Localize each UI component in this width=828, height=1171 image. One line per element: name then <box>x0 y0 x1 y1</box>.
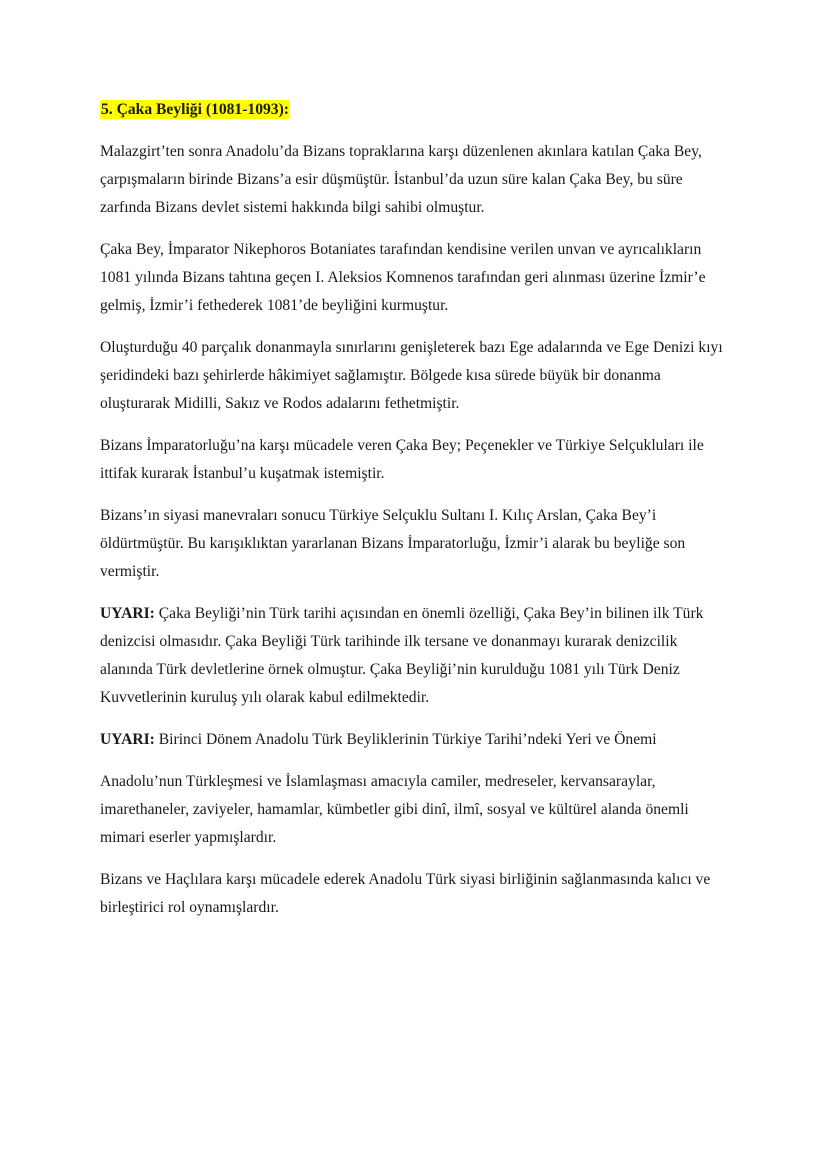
warning-label: UYARI: <box>100 731 155 748</box>
paragraph-alliance: Bizans İmparatorluğu’na karşı mücadele veren Çaka Bey; Peçenekler ve Türkiye Selçukluları ile ittifak kurarak İstanbul’u kuşatmak istemiştir. <box>100 437 704 482</box>
warning-importance <box>100 726 728 754</box>
warning-navy <box>100 600 728 712</box>
warning-text: Birinci Dönem Anadolu Türk Beyliklerinin Türkiye Tarihi’ndeki Yeri ve Önemi <box>158 731 657 748</box>
heading-highlight: 5. Çaka Beyliği (1081-1093): <box>101 101 289 118</box>
section-heading <box>100 96 728 124</box>
warning-text: Çaka Beyliği’nin Türk tarihi açısından en önemli özelliği, Çaka Bey’in bilinen ilk Türk denizcisi olmasıdır. Çaka Beyliği Türk tarihinde ilk tersane ve donanmayı kurarak denizcilik alanında Türk devletlerine örnek olmuştur. Çaka Beyliği’nin kurulduğu 1081 yılı Türk Deniz Kuvvetlerinin kuruluş yılı olarak kabul edilmektedir. <box>100 605 704 706</box>
warning-label: UYARI: <box>100 605 155 622</box>
paragraph-architecture: Anadolu’nun Türkleşmesi ve İslamlaşması amacıyla camiler, medreseler, kervansaraylar, imarethaneler, zaviyeler, hamamlar, kümbetler gibi dinî, ilmî, sosyal ve kültürel alanda önemli mimari eserler yapmışlardır. <box>100 773 689 846</box>
paragraph-unity: Bizans ve Haçlılara karşı mücadele ederek Anadolu Türk siyasi birliğinin sağlanmasında kalıcı ve birleştirici rol oynamışlardır. <box>100 871 711 916</box>
paragraph-founding: Çaka Bey, İmparator Nikephoros Botaniates tarafından kendisine verilen unvan ve ayrıcalıkların 1081 yılında Bizans tahtına geçen I. Aleksios Komnenos tarafından geri alınması üzerine İzmir’e gelmiş, İzmir’i fethederek 1081’de beyliğini kurmuştur. <box>100 241 706 314</box>
paragraph-navy: Oluşturduğu 40 parçalık donanmayla sınırlarını genişleterek bazı Ege adalarında ve Ege Denizi kıyı şeridindeki bazı şehirlerde hâkimiyet sağlamıştır. Bölgede kısa sürede büyük bir donanma oluşturarak Midilli, Sakız ve Rodos adalarını fethetmiştir. <box>100 339 723 412</box>
paragraph-end: Bizans’ın siyasi manevraları sonucu Türkiye Selçuklu Sultanı I. Kılıç Arslan, Çaka Bey’i öldürtmüştür. Bu karışıklıktan yararlanan Bizans İmparatorluğu, İzmir’i alarak bu beyliğe son vermiştir. <box>100 507 686 580</box>
paragraph-capture: Malazgirt’ten sonra Anadolu’da Bizans topraklarına karşı düzenlenen akınlara katılan Çaka Bey, çarpışmaların birinde Bizans’a esir düşmüştür. İstanbul’da uzun süre kalan Çaka Bey, bu süre zarfında Bizans devlet sistemi hakkında bilgi sahibi olmuştur. <box>100 143 702 216</box>
